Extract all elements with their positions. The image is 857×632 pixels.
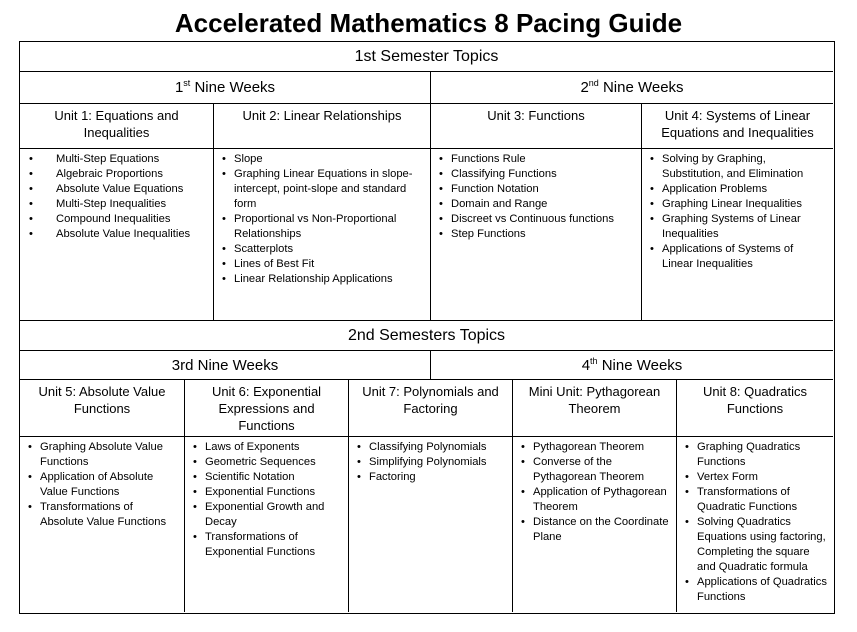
topic-item: • Transformations of Quadratic Functions — [683, 485, 827, 515]
nine-weeks-4-label — [582, 357, 683, 374]
unit-6-topics — [185, 437, 349, 612]
unit-5-topics — [20, 437, 185, 612]
topic-item: • Graphing Absolute Value Functions — [26, 440, 178, 470]
topic-item: • Linear Relationship Applications — [220, 272, 424, 287]
topic-item: • Exponential Growth and Decay — [191, 500, 342, 530]
semester-1-heading — [20, 42, 833, 72]
unit-1-title: Unit 1: Equations and Inequalities — [20, 104, 214, 149]
semester-2-heading — [20, 321, 833, 351]
topic-item: • Function Notation — [437, 182, 635, 197]
unit-6-title: Unit 6: Exponential Expressions and Functions — [185, 380, 349, 437]
topic-item: • Absolute Value Inequalities — [26, 227, 207, 242]
nine-weeks-3-heading — [20, 351, 431, 380]
topic-item: • Scientific Notation — [191, 470, 342, 485]
topic-item: • Algebraic Proportions — [26, 167, 207, 182]
topic-item: • Graphing Linear Inequalities — [648, 197, 827, 212]
topic-item: • Step Functions — [437, 227, 635, 242]
topic-item: • Solving by Graphing, Substitution, and Elimination — [648, 152, 827, 182]
unit-2-topics — [214, 149, 431, 321]
unit-2-title: Unit 2: Linear Relationships — [214, 104, 431, 149]
nine-weeks-1-label — [175, 79, 275, 96]
topic-item: • Factoring — [355, 470, 506, 485]
topic-item: • Pythagorean Theorem — [519, 440, 670, 455]
topic-item: • Application of Pythagorean Theorem — [519, 485, 670, 515]
topic-item: • Graphing Linear Equations in slope-intercept, point-slope and standard form — [220, 167, 424, 212]
topic-item: • Applications of Systems of Linear Inequalities — [648, 242, 827, 272]
pacing-guide-table — [19, 41, 835, 614]
nine-weeks-3-number: 3rd — [171, 356, 194, 374]
topic-item: • Absolute Value Equations — [26, 182, 207, 197]
topic-item: • Transformations of Exponential Functions — [191, 530, 342, 560]
topic-item: • Classifying Polynomials — [355, 440, 506, 455]
topic-item: • Laws of Exponents — [191, 440, 342, 455]
nine-weeks-3-text: Nine Weeks — [193, 356, 279, 374]
unit-5-title: Unit 5: Absolute Value Functions — [20, 380, 185, 437]
topic-item: • Classifying Functions — [437, 167, 635, 182]
nine-weeks-4-suffix: th — [590, 355, 598, 366]
unit-7-title: Unit 7: Polynomials and Factoring — [349, 380, 513, 437]
nine-weeks-2-text: Nine Weeks — [598, 79, 684, 96]
topic-item: • Multi-Step Inequalities — [26, 197, 207, 212]
nine-weeks-4-number: 4 — [581, 356, 591, 374]
mini-unit-title: Mini Unit: Pythagorean Theorem — [513, 380, 677, 437]
topic-item: • Lines of Best Fit — [220, 257, 424, 272]
topic-item: • Simplifying Polynomials — [355, 455, 506, 470]
unit-8-title: Unit 8: Quadratics Functions — [677, 380, 833, 437]
topic-item: • Distance on the Coordinate Plane — [519, 515, 670, 545]
nine-weeks-2-heading — [431, 72, 833, 104]
semester-2-heading-text: 2nd Semesters Topics — [347, 326, 506, 344]
unit-3-topics — [431, 149, 642, 321]
unit-3-title: Unit 3: Functions — [431, 104, 642, 149]
topic-item: • Functions Rule — [437, 152, 635, 167]
topic-item: • Converse of the Pythagorean Theorem — [519, 455, 670, 485]
topic-item: • Domain and Range — [437, 197, 635, 212]
nine-weeks-4-heading — [431, 351, 833, 380]
topic-item: • Solving Quadratics Equations using factoring, Completing the square and Quadratic formula — [683, 515, 827, 575]
nine-weeks-3-label — [172, 357, 278, 374]
nine-weeks-2-number: 2 — [580, 79, 589, 96]
page-title: Accelerated Mathematics 8 Pacing Guide — [174, 8, 683, 38]
topic-item: • Applications of Quadratics Functions — [683, 575, 827, 605]
nine-weeks-1-text: Nine Weeks — [190, 79, 276, 96]
mini-unit-topics — [513, 437, 677, 612]
nine-weeks-2-suffix: nd — [588, 78, 599, 88]
nine-weeks-1-number: 1 — [174, 79, 184, 96]
topic-item: • Vertex Form — [683, 470, 827, 485]
topic-item: • Geometric Sequences — [191, 455, 342, 470]
topic-item: • Exponential Functions — [191, 485, 342, 500]
topic-item: • Transformations of Absolute Value Functions — [26, 500, 178, 530]
topic-item: • Graphing Quadratics Functions — [683, 440, 827, 470]
unit-1-topics — [20, 149, 214, 321]
topic-item: • Discreet vs Continuous functions — [437, 212, 635, 227]
unit-4-topics — [642, 149, 833, 321]
nine-weeks-2-label — [580, 79, 683, 96]
nine-weeks-4-text: Nine Weeks — [597, 356, 683, 374]
topic-item: • Scatterplots — [220, 242, 424, 257]
topic-item: • Proportional vs Non-Proportional Relationships — [220, 212, 424, 242]
unit-7-topics — [349, 437, 513, 612]
topic-item: • Application Problems — [648, 182, 827, 197]
semester-1-heading-text: 1st Semester Topics — [354, 47, 499, 65]
unit-4-title: Unit 4: Systems of Linear Equations and Inequalities — [642, 104, 833, 149]
topic-item: • Slope — [220, 152, 424, 167]
unit-8-topics — [677, 437, 833, 612]
topic-item: • Application of Absolute Value Functions — [26, 470, 178, 500]
nine-weeks-1-suffix: st — [183, 78, 191, 88]
topic-item: • Graphing Systems of Linear Inequalities — [648, 212, 827, 242]
nine-weeks-1-heading — [20, 72, 431, 104]
topic-item: • Multi-Step Equations — [26, 152, 207, 167]
topic-item: • Compound Inequalities — [26, 212, 207, 227]
